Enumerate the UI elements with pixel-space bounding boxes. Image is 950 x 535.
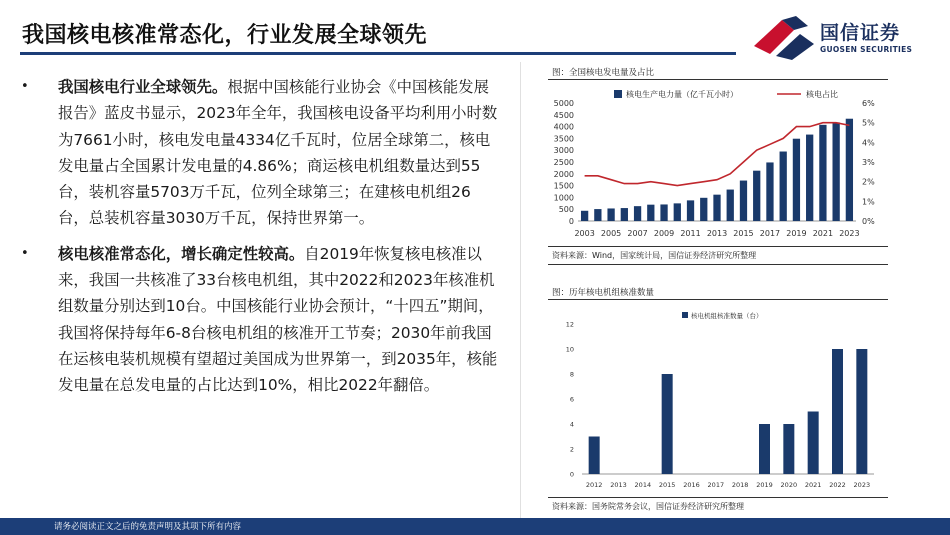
chart1-x-tick: 2009 bbox=[653, 229, 675, 238]
chart1-yleft-tick: 5000 bbox=[553, 99, 574, 108]
chart2-x-tick: 2012 bbox=[585, 481, 603, 489]
chart1-x-tick: 2003 bbox=[574, 229, 595, 238]
chart1-bar bbox=[793, 139, 800, 221]
chart1-legend-line-label: 核电占比 bbox=[806, 90, 838, 99]
chart2-x-tick: 2020 bbox=[780, 481, 798, 489]
chart1-x-tick: 2023 bbox=[839, 229, 860, 238]
chart1-yleft-tick: 3000 bbox=[553, 146, 574, 156]
chart1-bar bbox=[740, 181, 747, 221]
chart2-legend-label: 核电机组核准数量（台） bbox=[691, 312, 763, 320]
chart2-source: 资料来源：国务院常务会议，国信证券经济研究所整理 bbox=[552, 502, 744, 511]
chart2-y-tick: 12 bbox=[565, 320, 574, 329]
chart1-yright-tick: 2% bbox=[862, 177, 875, 187]
bullet-marker: • bbox=[21, 245, 29, 261]
chart1-source: 资料来源：Wind，国家统计局，国信证券经济研究所整理 bbox=[552, 251, 757, 260]
chart1-yright-tick: 1% bbox=[862, 197, 875, 207]
chart2-bar bbox=[856, 349, 867, 474]
chart2-y-tick: 2 bbox=[569, 445, 574, 454]
chart1-x-tick: 2011 bbox=[680, 229, 701, 238]
chart2-bar bbox=[808, 412, 819, 475]
chart2-bar bbox=[832, 349, 843, 474]
logo-mark-icon bbox=[752, 16, 816, 60]
chart2-y-tick: 8 bbox=[569, 370, 574, 379]
chart2-y-tick: 6 bbox=[569, 395, 574, 404]
chart1-x-tick: 2007 bbox=[627, 229, 648, 238]
chart2-y-tick: 0 bbox=[569, 470, 574, 479]
footer-disclaimer: 请务必阅读正文之后的免责声明及其项下所有内容 bbox=[54, 522, 242, 532]
chart2-source-rule bbox=[548, 497, 888, 498]
chart2-x-tick: 2013 bbox=[610, 481, 627, 489]
chart2-y-tick: 10 bbox=[565, 345, 574, 354]
chart1-x-tick: 2019 bbox=[786, 229, 807, 238]
chart1-yright-tick: 6% bbox=[862, 99, 875, 108]
chart2-caption: 图：历年核电机组核准数量 bbox=[552, 288, 655, 298]
chart1-x-tick: 2013 bbox=[706, 229, 728, 238]
chart1-bar bbox=[581, 211, 588, 221]
chart1-yright-tick: 0% bbox=[862, 217, 875, 226]
bullet-lead: 核电核准常态化，增长确定性较高。 bbox=[58, 244, 305, 263]
chart1-bar bbox=[780, 152, 787, 221]
bullet-item bbox=[21, 241, 498, 399]
chart2-bar bbox=[589, 437, 600, 475]
chart1-bar bbox=[766, 162, 773, 221]
chart1-legend-bar-label: 核电生产电力量（亿千瓦小时） bbox=[626, 90, 738, 99]
chart1-bar bbox=[700, 198, 707, 221]
chart1-yright-tick: 4% bbox=[862, 138, 875, 148]
chart1-bar bbox=[621, 208, 628, 221]
chart1-bar bbox=[846, 119, 853, 221]
chart1-bar bbox=[753, 171, 760, 221]
bullet-text: 根据中国核能行业协会《中国核能发展报告》蓝皮书显示，2023年全年，我国核电设备平均利用小时数为7661小时，核电发电量4334亿千瓦时，位居全球第二，核电发电量占全国累计发电量的4.86%；商运核电机组数量达到55台，装机容量5703万千瓦，位列全球第三；在建核电机组26台，总装机容量3030万千瓦，保持世界第一。 bbox=[58, 78, 498, 228]
bullet-lead: 我国核电行业全球领先。 bbox=[58, 78, 228, 96]
chart1-caption: 图：全国核电发电量及占比 bbox=[552, 68, 655, 78]
chart1-bar bbox=[634, 206, 641, 221]
chart1-yleft-tick: 3500 bbox=[553, 134, 574, 144]
chart1-yleft-tick: 2500 bbox=[553, 158, 574, 167]
chart1-bar bbox=[607, 208, 614, 221]
chart2-bar bbox=[759, 424, 770, 474]
chart1-bar bbox=[660, 204, 667, 221]
logo-subtitle: GUOSEN SECURITIES bbox=[820, 45, 913, 54]
chart1-bar bbox=[819, 125, 826, 221]
chart1-x-tick: 2021 bbox=[812, 229, 834, 238]
chart2-y-tick: 4 bbox=[569, 420, 574, 429]
chart1-bar bbox=[647, 205, 654, 221]
chart1-source-rule bbox=[548, 246, 888, 247]
bullet-item bbox=[21, 74, 498, 232]
chart1-bar bbox=[727, 190, 734, 221]
chart1-x-tick: 2005 bbox=[600, 229, 622, 238]
page-title: 我国核电核准常态化，行业发展全球领先 bbox=[22, 23, 428, 48]
chart2-x-tick: 2015 bbox=[658, 481, 676, 489]
bullet-list bbox=[21, 74, 498, 408]
chart2-x-tick: 2022 bbox=[829, 481, 846, 489]
chart2-svg bbox=[548, 300, 888, 496]
bullet-text: 自2019年恢复核电核准以来，我国一共核准了33台核电机组，其中2022和2023年核准机组数量分别达到10台。中国核能行业协会预计，“十四五”期间，我国将保持每年6-8台核电机组的核准开工节奏；2030年前我国在运核电装机规模有望超过美国成为世界第一，到2035年，核能发电量在总发电量的占比达到10%，相比2022年翻倍。 bbox=[58, 244, 498, 395]
chart1-bar bbox=[674, 203, 681, 221]
chart2-x-tick: 2023 bbox=[853, 481, 871, 489]
chart1-yleft-tick: 4000 bbox=[553, 122, 574, 132]
title-underline bbox=[20, 52, 736, 55]
chart1-bar bbox=[806, 135, 813, 221]
chart1-x-tick: 2017 bbox=[759, 229, 781, 238]
chart1-yleft-tick: 4500 bbox=[553, 110, 574, 120]
chart1-bar bbox=[713, 195, 720, 221]
chart1-yright-tick: 3% bbox=[862, 158, 875, 167]
chart1-yleft-tick: 2000 bbox=[553, 169, 574, 179]
chart2-x-tick: 2021 bbox=[804, 481, 822, 489]
chart2-x-tick: 2019 bbox=[756, 481, 773, 489]
chart1-bar bbox=[687, 200, 694, 221]
chart1-x-tick: 2015 bbox=[733, 229, 754, 238]
column-divider bbox=[520, 62, 521, 524]
chart1-yright-tick: 5% bbox=[862, 118, 875, 128]
chart1-legend-bar-swatch bbox=[614, 90, 622, 98]
chart1-bar bbox=[594, 209, 601, 221]
chart1-yleft-tick: 1500 bbox=[553, 181, 574, 191]
chart1-yleft-tick: 0 bbox=[568, 217, 574, 226]
chart1-bar bbox=[833, 122, 840, 221]
logo-name: 国信证券 bbox=[820, 22, 901, 44]
chart2-x-tick: 2016 bbox=[683, 481, 700, 489]
chart2-x-tick: 2014 bbox=[634, 481, 652, 489]
chart2-x-tick: 2018 bbox=[731, 481, 749, 489]
chart2-bar bbox=[783, 424, 794, 474]
chart1-svg bbox=[548, 80, 888, 248]
chart1-yleft-tick: 1000 bbox=[553, 193, 574, 203]
chart2-x-tick: 2017 bbox=[707, 481, 725, 489]
chart2-legend-swatch bbox=[682, 312, 688, 318]
company-logo bbox=[752, 16, 932, 60]
chart2-bar bbox=[662, 374, 673, 474]
chart1-bottom-rule bbox=[548, 264, 888, 265]
bullet-marker: • bbox=[21, 79, 29, 94]
footer-bar bbox=[0, 518, 950, 535]
chart1-yleft-tick: 500 bbox=[558, 205, 574, 215]
